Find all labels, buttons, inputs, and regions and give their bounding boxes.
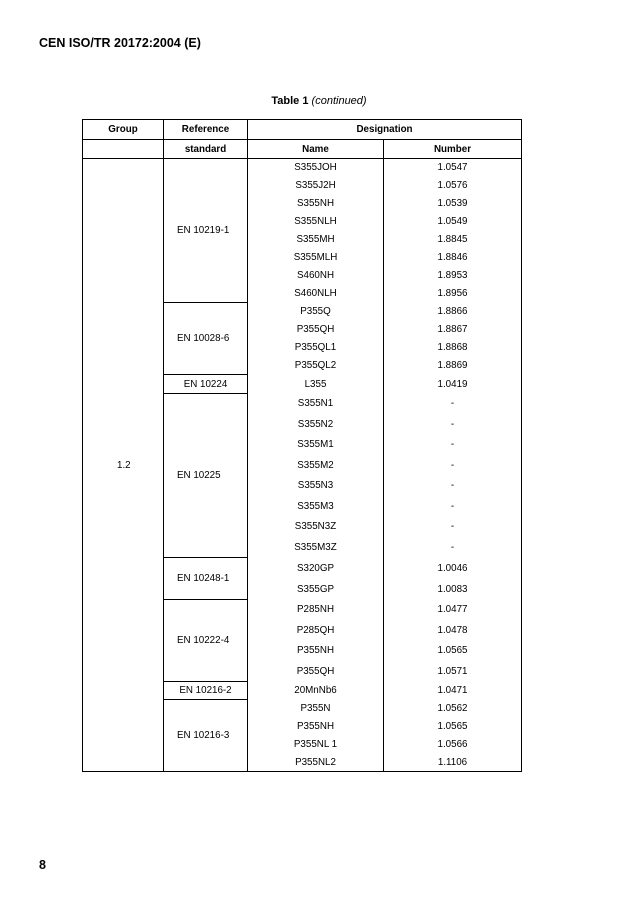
designation-name-cell: 20MnNb6 [248, 682, 384, 700]
designation-number-cell: - [384, 414, 522, 435]
caption-title: Table 1 [271, 95, 309, 107]
designation-number-cell: 1.0549 [384, 213, 522, 231]
column-header-name: Name [248, 140, 384, 159]
designation-number-cell: 1.0565 [384, 718, 522, 736]
designation-name-cell: S355J2H [248, 177, 384, 195]
reference-standard-cell: EN 10219-1 [164, 159, 248, 303]
reference-standard-cell: EN 10224 [164, 375, 248, 394]
column-header-number: Number [384, 140, 522, 159]
designation-number-cell: 1.0565 [384, 641, 522, 662]
designation-number-cell: 1.0547 [384, 159, 522, 177]
designation-number-cell: - [384, 394, 522, 415]
designation-name-cell: S355M1 [248, 435, 384, 456]
designation-name-cell: P355N [248, 700, 384, 718]
designation-number-cell: 1.8869 [384, 357, 522, 375]
designation-name-cell: S355MH [248, 231, 384, 249]
designation-name-cell: S355MLH [248, 249, 384, 267]
designation-number-cell: 1.8845 [384, 231, 522, 249]
page-number: 8 [39, 858, 46, 872]
reference-standard-cell: EN 10028-6 [164, 303, 248, 375]
group-cell: 1.2 [83, 159, 164, 772]
designation-name-cell: P355NH [248, 718, 384, 736]
designation-name-cell: P355QL2 [248, 357, 384, 375]
designation-number-cell: 1.0576 [384, 177, 522, 195]
designation-number-cell: 1.8868 [384, 339, 522, 357]
designation-number-cell: 1.8866 [384, 303, 522, 321]
designation-name-cell: P285NH [248, 600, 384, 621]
designation-name-cell: P355QL1 [248, 339, 384, 357]
designation-number-cell: 1.0566 [384, 736, 522, 754]
designation-number-cell: - [384, 476, 522, 497]
designation-name-cell: P355NH [248, 641, 384, 662]
designation-number-cell: 1.0083 [384, 579, 522, 600]
reference-standard-cell: EN 10222-4 [164, 600, 248, 682]
table-caption [0, 95, 638, 107]
designation-number-cell: 1.0478 [384, 620, 522, 641]
designation-name-cell: S355N1 [248, 394, 384, 415]
designation-number-cell: 1.8956 [384, 285, 522, 303]
designation-name-cell: P285QH [248, 620, 384, 641]
designation-number-cell: - [384, 496, 522, 517]
designation-name-cell: S355N3 [248, 476, 384, 497]
designation-number-cell: 1.0046 [384, 558, 522, 579]
designation-number-cell: 1.0419 [384, 375, 522, 394]
document-header: CEN ISO/TR 20172:2004 (E) [39, 36, 201, 50]
column-header-reference-line2: standard [164, 140, 248, 159]
designation-name-cell: S355NLH [248, 213, 384, 231]
designation-number-cell: 1.8953 [384, 267, 522, 285]
reference-standard-cell: EN 10248-1 [164, 558, 248, 600]
designation-name-cell: S355M3Z [248, 537, 384, 558]
designation-number-cell: - [384, 537, 522, 558]
caption-note: (continued) [311, 95, 367, 107]
column-header-reference: Reference [164, 120, 248, 140]
designation-name-cell: S460NH [248, 267, 384, 285]
designation-number-cell: 1.0571 [384, 661, 522, 682]
column-header-group: Group [83, 120, 164, 140]
designation-number-cell: - [384, 455, 522, 476]
table-row [83, 159, 522, 177]
designation-number-cell: 1.0562 [384, 700, 522, 718]
designation-name-cell: P355QH [248, 321, 384, 339]
designation-name-cell: P355QH [248, 661, 384, 682]
designation-name-cell: L355 [248, 375, 384, 394]
designation-name-cell: S355NH [248, 195, 384, 213]
column-header-designation: Designation [248, 120, 522, 140]
reference-standard-cell: EN 10225 [164, 394, 248, 558]
column-header-group-empty [83, 140, 164, 159]
designation-name-cell: S355N2 [248, 414, 384, 435]
designation-name-cell: S355M2 [248, 455, 384, 476]
designation-number-cell: 1.8867 [384, 321, 522, 339]
designation-number-cell: - [384, 517, 522, 538]
reference-standard-cell: EN 10216-3 [164, 700, 248, 772]
designation-number-cell: 1.0539 [384, 195, 522, 213]
designation-name-cell: S355N3Z [248, 517, 384, 538]
designation-name-cell: S355M3 [248, 496, 384, 517]
designation-name-cell: P355NL2 [248, 754, 384, 772]
designation-name-cell: S460NLH [248, 285, 384, 303]
designation-number-cell: 1.0477 [384, 600, 522, 621]
designation-number-cell: 1.0471 [384, 682, 522, 700]
designation-name-cell: S320GP [248, 558, 384, 579]
designation-name-cell: S355GP [248, 579, 384, 600]
designation-name-cell: S355JOH [248, 159, 384, 177]
designation-name-cell: P355NL 1 [248, 736, 384, 754]
reference-standard-cell: EN 10216-2 [164, 682, 248, 700]
steel-designation-table [82, 119, 522, 772]
designation-number-cell: - [384, 435, 522, 456]
designation-name-cell: P355Q [248, 303, 384, 321]
designation-number-cell: 1.1106 [384, 754, 522, 772]
designation-number-cell: 1.8846 [384, 249, 522, 267]
